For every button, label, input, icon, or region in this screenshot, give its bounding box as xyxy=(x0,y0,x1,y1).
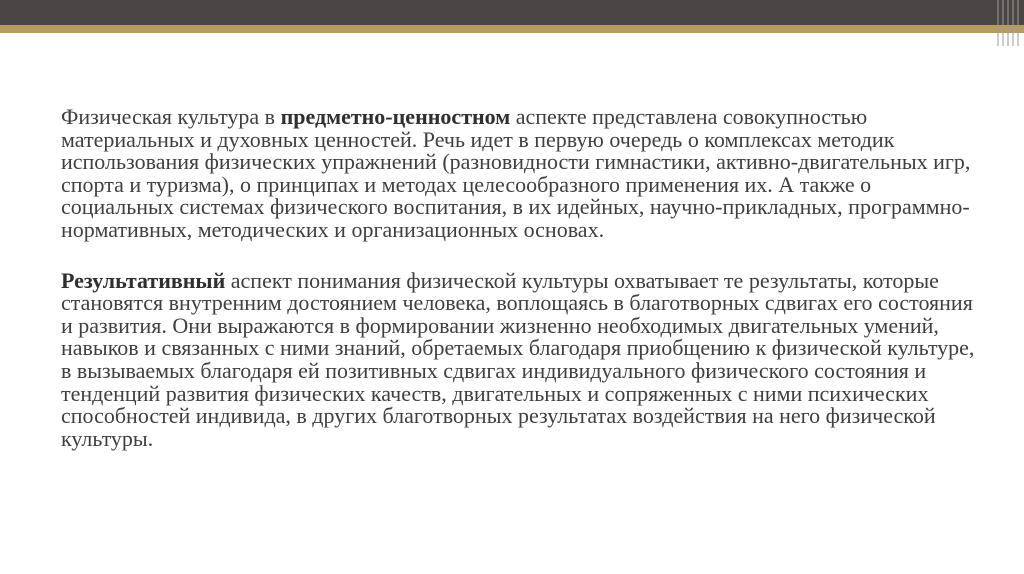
corner-decoration xyxy=(994,0,1024,46)
bold-term: предметно-ценностном xyxy=(280,104,511,129)
slide-content xyxy=(61,106,981,450)
paragraph-intro: Физическая культура в xyxy=(61,104,281,129)
accent-stripe xyxy=(0,25,1024,33)
bold-term: Результативный xyxy=(61,267,226,293)
paragraph-body: аспекте представлена совокупностью материальных и духовных ценностей. Речь идет в первую очередь о комплексах методик использования физических упражнений (разновидности гимнастики, активно-двигательных игр, спорта и туризма), о принципах и методах целесообразного применения их. А также о социальных системах физического воспитания, в их идейных, научно-прикладных, программно-нормативных, методических и организационных основах. xyxy=(61,104,971,242)
header-bar xyxy=(0,0,1024,25)
paragraph-value-aspect xyxy=(61,106,981,242)
paragraph-body: аспект понимания физической культуры охватывает те результаты, которые становятся внутренним достоянием человека, воплощаясь в благотворных сдвигах его состояния и развития. Они выражаются в формировании жизненно необходимых двигательных умений, навыков и связанных с ними знаний, обретаемых благодаря приобщению к физической культуре, в вызываемых благодаря ей позитивных сдвигах индивидуального физического состояния и тенденций развития физических качеств, двигательных и сопряженных с ними психических способностей индивида, в других благотворных результатах воздействия на него физической культуры. xyxy=(61,267,975,451)
paragraph-result-aspect xyxy=(61,267,981,451)
